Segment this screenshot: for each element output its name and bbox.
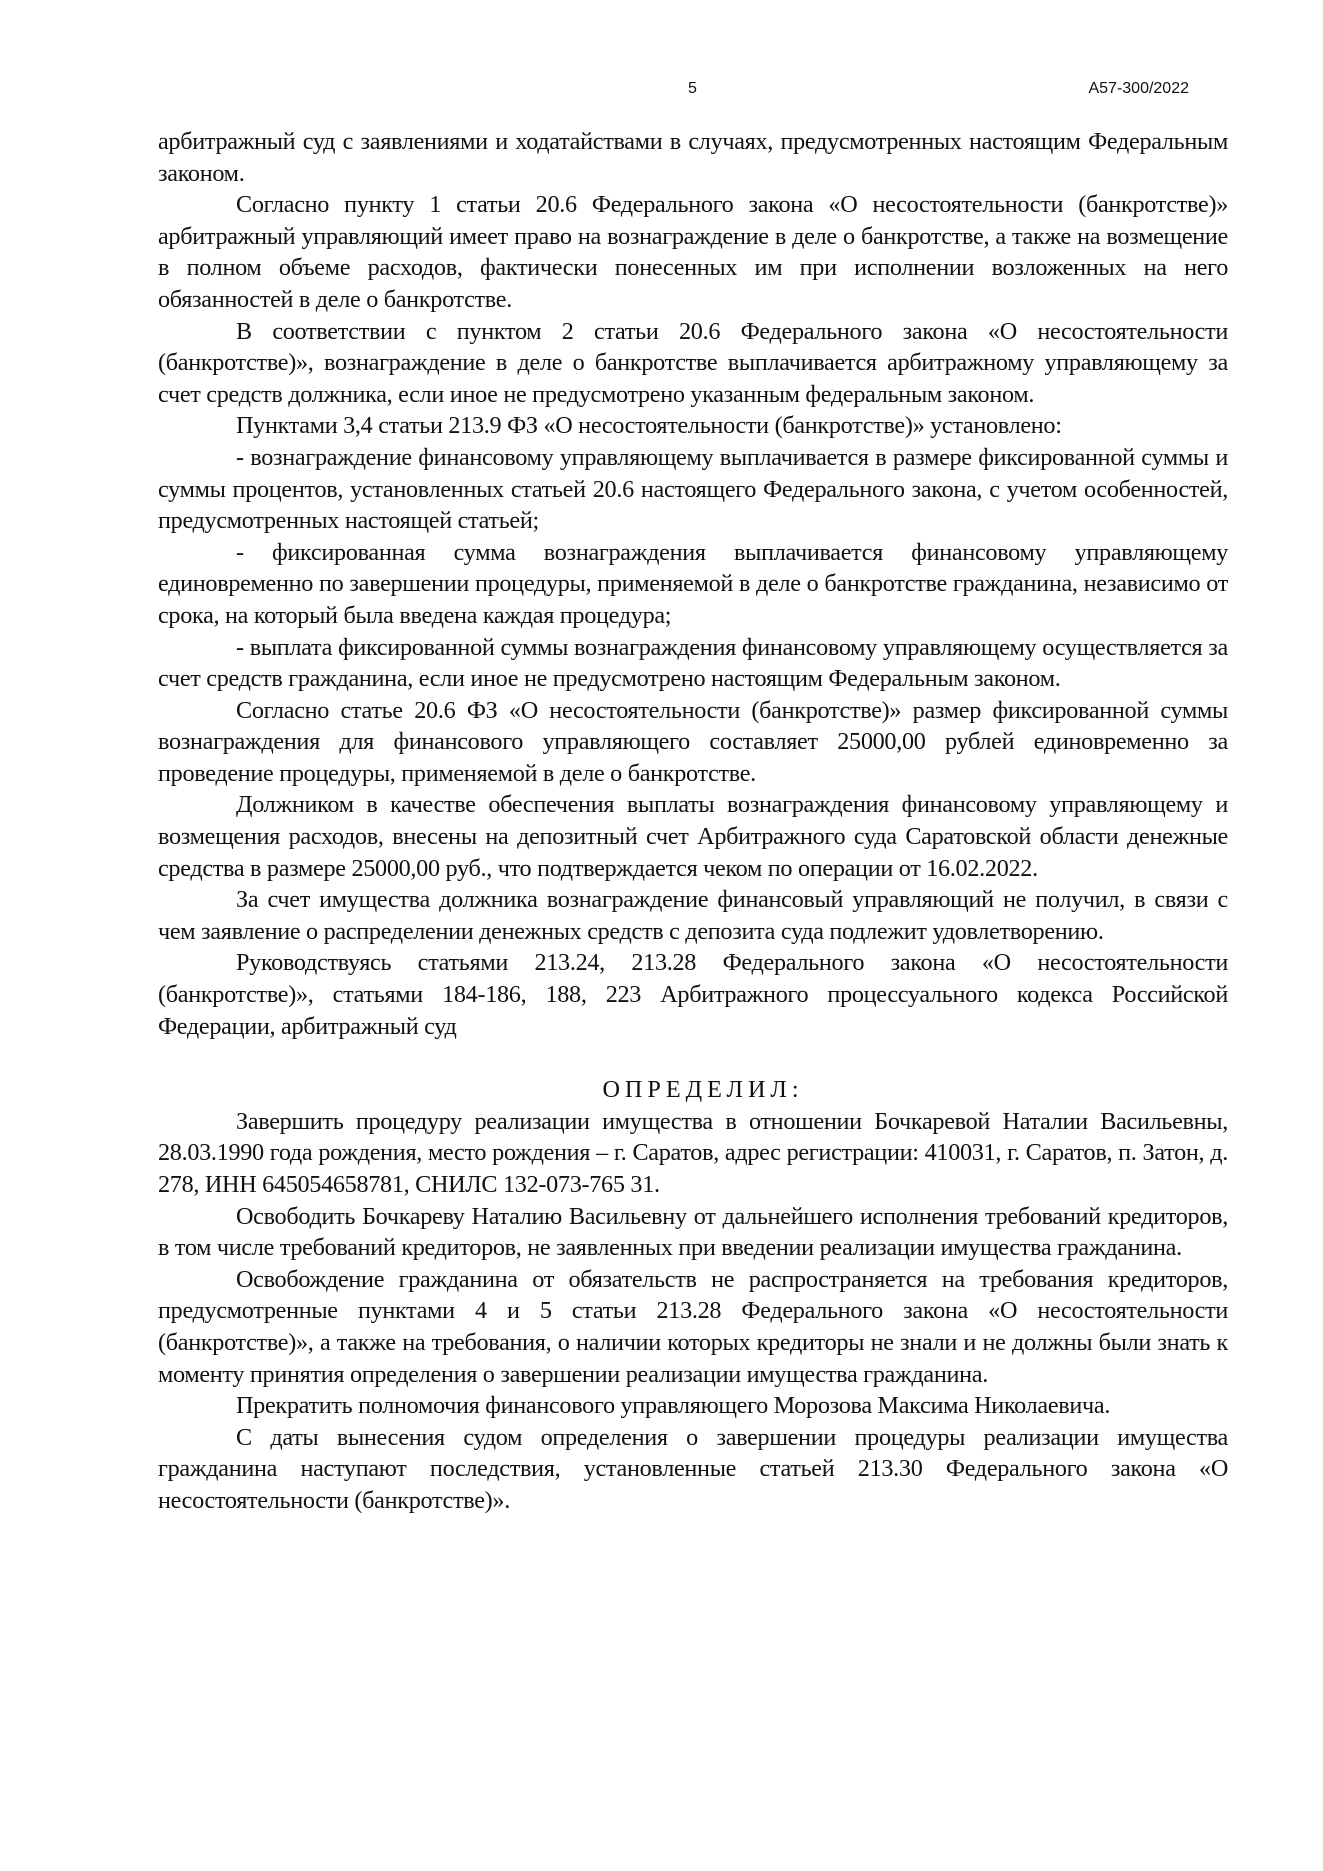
case-number: А57-300/2022 [1088, 80, 1189, 97]
ruling-paragraph: Прекратить полномочия финансового управляющего Морозова Максима Николаевича. [236, 1392, 1111, 1420]
list-item: - фиксированная сумма вознаграждения выплачивается финансовому управляющему единовременно по завершении процедуры, применяемой в деле о банкротстве гражданина, независимо от срока, на который была введена каждая процедура; [158, 538, 1228, 629]
ruling-heading: ОПРЕДЕЛИЛ: [602, 1076, 804, 1104]
paragraph: За счет имущества должника вознаграждение финансовый управляющий не получил, в связи с чем заявление о распределении денежных средств с депозита суда подлежит удовлетворению. [158, 886, 1228, 945]
document-body [158, 126, 1228, 1517]
ruling-paragraph: Завершить процедуру реализации имущества в отношении Бочкаревой Наталии Васильевны, 28.03.1990 года рождения, место рождения – г. Саратов, адрес регистрации: 410031, г. Саратов, п. Затон, д. 278, ИНН 645054658781, СНИЛС 132-073-765 31. [158, 1107, 1228, 1198]
ruling-paragraph: С даты вынесения судом определения о завершении процедуры реализации имущества гражданина наступают последствия, установленные статьей 213.30 Федерального закона «О несостоятельности (банкротстве)». [158, 1423, 1228, 1514]
paragraph: Согласно пункту 1 статьи 20.6 Федерального закона «О несостоятельности (банкротстве)» арбитражный управляющий имеет право на вознаграждение в деле о банкротстве, а также на возмещение в полном объеме расходов, фактически понесенных им при исполнении возложенных на него обязанностей в деле о банкротстве. [158, 191, 1228, 313]
ruling-paragraph: Освобождение гражданина от обязательств не распространяется на требования кредиторов, предусмотренные пунктами 4 и 5 статьи 213.28 Федерального закона «О несостоятельности (банкротстве)», а также на требования, о наличии которых кредиторы не знали и не должны были знать к моменту принятия определения о завершении реализации имущества гражданина. [158, 1265, 1228, 1388]
paragraph: Руководствуясь статьями 213.24, 213.28 Федерального закона «О несостоятельности (банкротстве)», статьями 184-186, 188, 223 Арбитражного процессуального кодекса Российской Федерации, арбитражный суд [158, 949, 1228, 1040]
paragraph: Должником в качестве обеспечения выплаты вознаграждения финансовому управляющему и возмещения расходов, внесены на депозитный счет Арбитражного суда Саратовской области денежные средства в размере 25000,00 руб., что подтверждается чеком по операции от 16.02.2022. [158, 791, 1228, 882]
paragraph-continuation: арбитражный суд с заявлениями и ходатайствами в случаях, предусмотренных настоящим Федеральным законом. [158, 128, 1228, 187]
page-header [0, 80, 1323, 102]
page-number: 5 [688, 80, 697, 97]
paragraph: Согласно статье 20.6 ФЗ «О несостоятельности (банкротстве)» размер фиксированной суммы вознаграждения для финансового управляющего составляет 25000,00 рублей единовременно за проведение процедуры, применяемой в деле о банкротстве. [158, 696, 1228, 787]
ruling-paragraph: Освободить Бочкареву Наталию Васильевну от дальнейшего исполнения требований кредиторов, в том числе требований кредиторов, не заявленных при введении реализации имущества гражданина. [158, 1202, 1228, 1262]
list-item: - вознаграждение финансовому управляющему выплачивается в размере фиксированной суммы и суммы процентов, установленных статьей 20.6 настоящего Федерального закона, с учетом особенностей, предусмотренных настоящей статьей; [158, 443, 1228, 535]
list-item: - выплата фиксированной суммы вознаграждения финансовому управляющему осуществляется за счет средств гражданина, если иное не предусмотрено настоящим Федеральным законом. [158, 633, 1228, 693]
paragraph: В соответствии с пунктом 2 статьи 20.6 Федерального закона «О несостоятельности (банкротстве)», вознаграждение в деле о банкротстве выплачивается арбитражному управляющему за счет средств должника, если иное не предусмотрено указанным федеральным законом. [158, 317, 1228, 408]
paragraph: Пунктами 3,4 статьи 213.9 ФЗ «О несостоятельности (банкротстве)» установлено: [236, 412, 1062, 440]
